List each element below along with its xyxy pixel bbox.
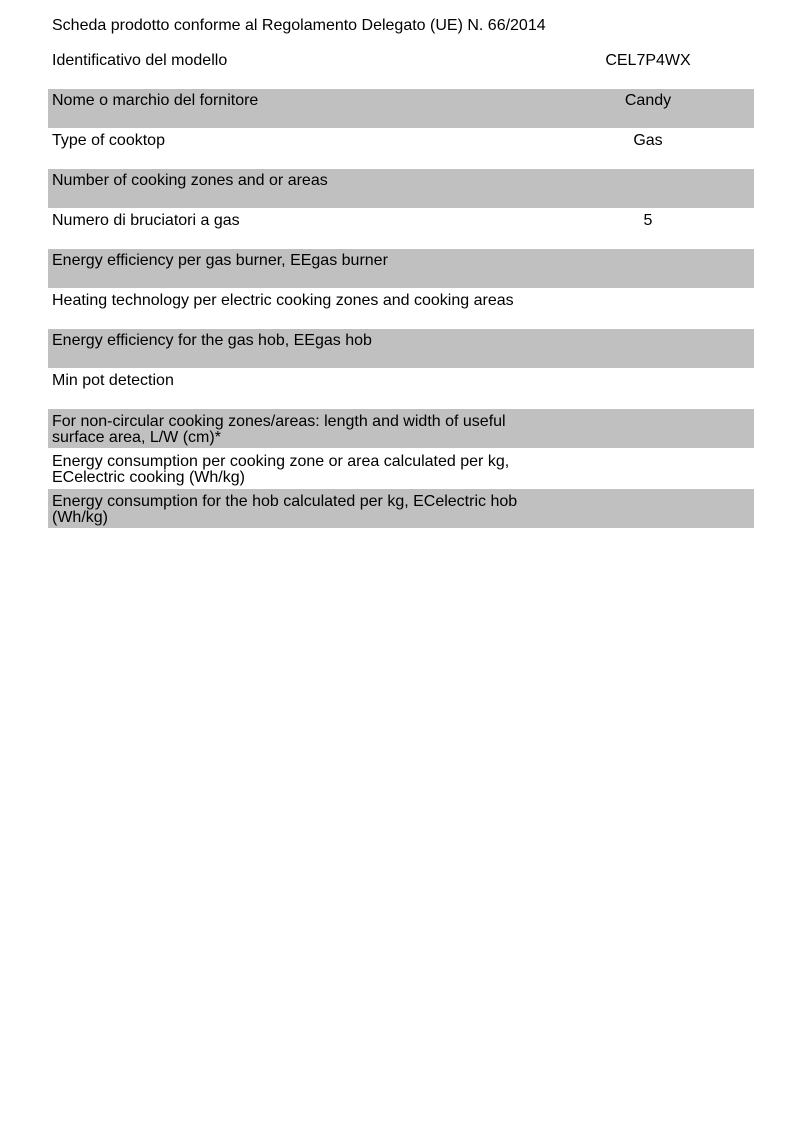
table-row [48,289,754,329]
row-value: 5 [643,212,653,229]
table-row [48,209,754,249]
row-label: Numero di bruciatori a gas [52,212,240,229]
table-row [48,49,754,89]
row-value: Candy [624,92,672,109]
row-label: For non-circular cooking zones/areas: length and width of useful surface area, L/W (cm)* [52,413,506,446]
table-row [48,89,754,129]
table-row [48,329,754,369]
row-value: Gas [633,132,663,149]
table-row [48,449,754,489]
document-title: Scheda prodotto conforme al Regolamento Delegato (UE) N. 66/2014 [52,17,546,34]
table-row [48,249,754,289]
row-label: Type of cooktop [52,132,165,149]
row-label: Heating technology per electric cooking zones and cooking areas [52,292,514,309]
row-label: Min pot detection [52,372,174,389]
row-value: CEL7P4WX [605,52,691,69]
row-label: Nome o marchio del fornitore [52,92,259,109]
row-label: Energy consumption per cooking zone or area calculated per kg, ECelectric cooking (Wh/kg) [52,453,510,486]
row-label: Number of cooking zones and or areas [52,172,328,189]
table-row [48,169,754,209]
row-label: Energy efficiency for the gas hob, EEgas hob [52,332,372,349]
table-row [48,409,754,449]
product-sheet-table [48,49,754,529]
table-row [48,129,754,169]
table-row [48,369,754,409]
row-label: Energy consumption for the hob calculated per kg, ECelectric hob (Wh/kg) [52,493,518,526]
row-label: Identificativo del modello [52,52,228,69]
table-row [48,489,754,529]
row-label: Energy efficiency per gas burner, EEgas burner [52,252,388,269]
